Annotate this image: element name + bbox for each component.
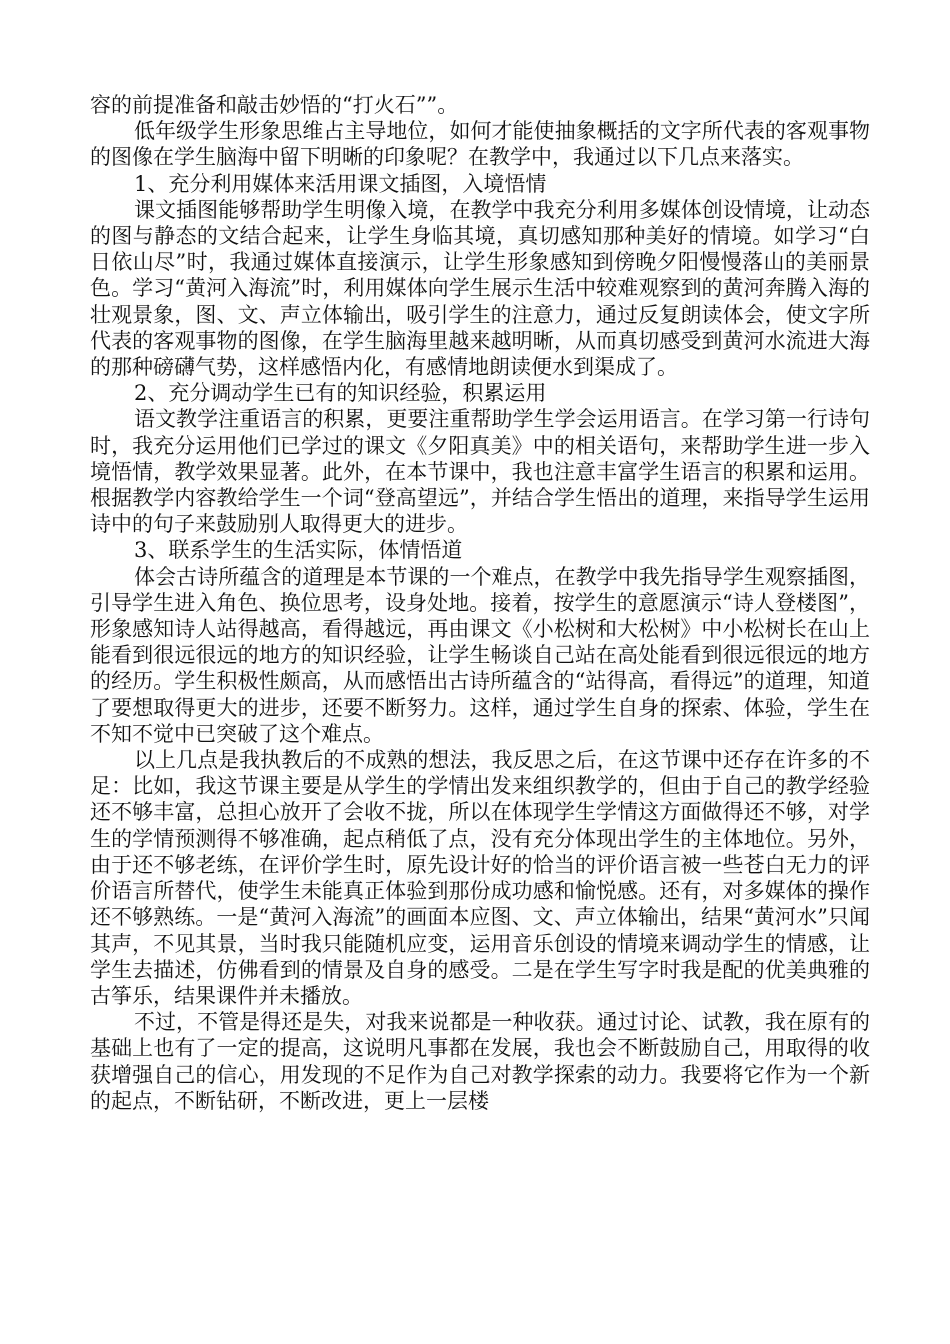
section-heading-3: 3、联系学生的生活实际，体情悟道 [134, 538, 463, 563]
paragraph-conclusion: 不过，不管是得还是失，对我来说都是一种收获。通过讨论、试教，我在原有的基础上也有了一定的提高，这说明凡事都在发展，我也会不断鼓励自己，用取得的收获增强自己的信心，用发现的不足作为自己对教学探索的动力。我要将它作为一个新的起点，不断钻研，不断改进，更上一层楼 [90, 1010, 870, 1113]
paragraph-reflection: 以上几点是我执教后的不成熟的想法，我反思之后，在这节课中还存在许多的不足：比如，我这节课主要是从学生的学情出发来组织教学的，但由于自己的教学经验还不够丰富，总担心放开了会收不拢，所以在体现学生学情这方面做得还不够，对学生的学情预测得不够准确，起点稍低了点，没有充分体现出学生的主体地位。另外，由于还不够老练，在评价学生时，原先设计好的恰当的评价语言被一些苍白无力的评价语言所替代，使学生未能真正体验到那份成功感和愉悦感。还有，对多媒体的操作还不够熟练。一是“黄河入海流”的画面本应图、文、声立体输出，结果“黄河水”只闻其声，不见其景，当时我只能随机应变，运用音乐创设的情境来调动学生的情感，让学生去描述，仿佛看到的情景及自身的感受。二是在学生写字时我是配的优美典雅的古筝乐，结果课件并未播放。 [90, 748, 870, 1008]
section-heading-1: 1、充分利用媒体来活用课文插图，入境悟情 [134, 171, 547, 196]
paragraph-section-2: 语文教学注重语言的积累，更要注重帮助学生学会运用语言。在学习第一行诗句时，我充分运用他们已学过的课文《夕阳真美》中的相关语句，来帮助学生进一步入境悟情，教学效果显著。此外，在本节课中，我也注意丰富学生语言的积累和运用。根据教学内容教给学生一个词“登高望远”，并结合学生悟出的道理，来指导学生运用诗中的句子来鼓励别人取得更大的进步。 [90, 407, 870, 537]
paragraph-section-1: 课文插图能够帮助学生明像入境，在教学中我充分利用多媒体创设情境，让动态的图与静态的文结合起来，让学生身临其境，真切感知那种美好的情境。如学习“白日依山尽”时，我通过媒体直接演示，让学生形象感知到傍晚夕阳慢慢落山的美丽景色。学习“黄河入海流”时，利用媒体向学生展示生活中较难观察到的黄河奔腾入海的壮观景象，图、文、声立体输出，吸引学生的注意力，通过反复朗读体会，使文字所代表的客观事物的图像，在学生脑海里越来越明晰，从而真切感受到黄河水流进大海的那种磅礴气势，这样感悟内化，有感情地朗读便水到渠成了。 [90, 197, 870, 380]
paragraph-section-3: 体会古诗所蕴含的道理是本节课的一个难点，在教学中我先指导学生观察插图，引导学生进入角色、换位思考，设身处地。接着，按学生的意愿演示“诗人登楼图”，形象感知诗人站得越高，看得越远，再由课文《小松树和大松树》中小松树长在山上能看到很远很远的地方的知识经验，让学生畅谈自己站在高处能看到很远很远的地方的经历。学生积极性颇高，从而感悟出古诗所蕴含的“站得高，看得远”的道理，知道了要想取得更大的进步，还要不断努力。这样，通过学生自身的探索、体验，学生在不知不觉中已突破了这个难点。 [90, 564, 870, 746]
document-body [90, 92, 870, 1114]
paragraph-intro: 低年级学生形象思维占主导地位，如何才能使抽象概括的文字所代表的客观事物的图像在学生脑海中留下明晰的印象呢？在教学中，我通过以下几点来落实。 [90, 119, 870, 170]
paragraph-continuation: 容的前提准备和敲击妙悟的“打火石””。 [90, 93, 459, 117]
section-heading-2: 2、充分调动学生已有的知识经验，积累运用 [134, 381, 547, 406]
